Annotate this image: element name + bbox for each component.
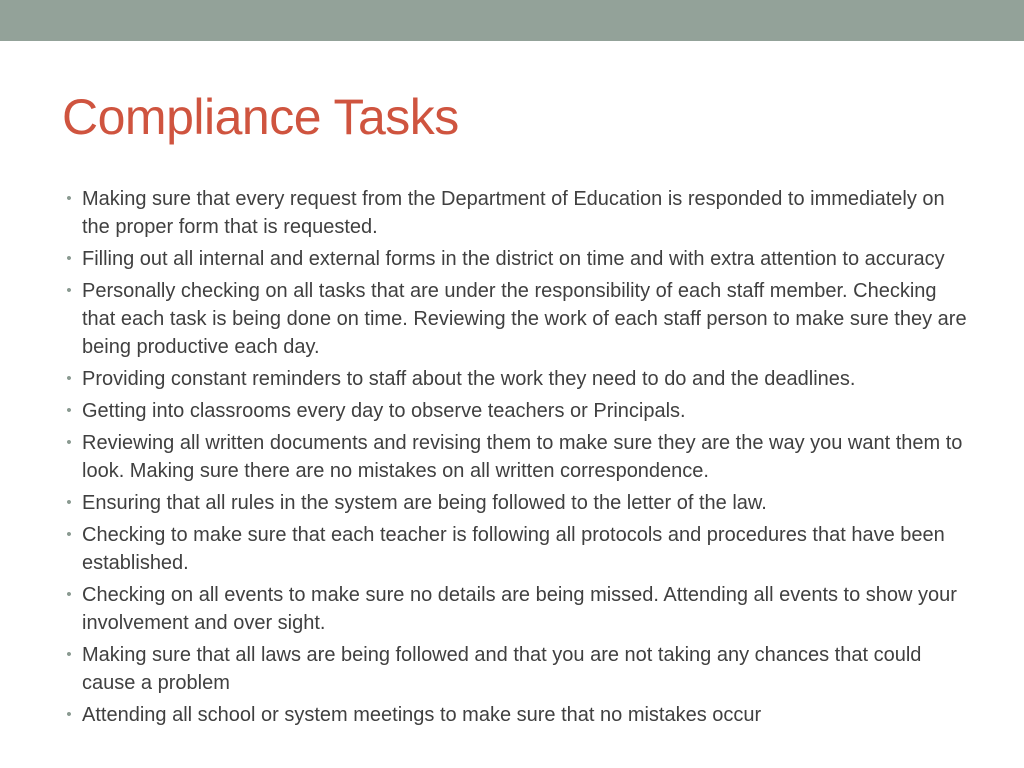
- slide-title: Compliance Tasks: [62, 89, 459, 145]
- bullet-icon: •: [66, 646, 72, 663]
- bullet-list: [62, 185, 967, 733]
- bullet-icon: •: [66, 190, 72, 207]
- bullet-text: Making sure that every request from the Department of Education is responded to immediately on the proper form that is requested.: [82, 188, 945, 238]
- bullet-item: [62, 521, 967, 577]
- bullet-item: [62, 641, 967, 697]
- bullet-text: Reviewing all written documents and revising them to make sure they are the way you want them to look. Making sure there are no mistakes on all written correspondence.: [82, 432, 963, 482]
- bullet-icon: •: [66, 402, 72, 419]
- bullet-item: [62, 397, 967, 425]
- bullet-text: Ensuring that all rules in the system are being followed to the letter of the law.: [82, 492, 767, 514]
- bullet-icon: •: [66, 706, 72, 723]
- bullet-icon: •: [66, 434, 72, 451]
- bullet-icon: •: [66, 282, 72, 299]
- bullet-icon: •: [66, 586, 72, 603]
- bullet-item: [62, 365, 967, 393]
- bullet-text: Getting into classrooms every day to observe teachers or Principals.: [82, 400, 686, 422]
- bullet-text: Checking on all events to make sure no details are being missed. Attending all events to show your involvement and over sight.: [82, 584, 957, 634]
- bullet-text: Making sure that all laws are being followed and that you are not taking any chances that could cause a problem: [82, 644, 922, 694]
- bullet-icon: •: [66, 494, 72, 511]
- bullet-text: Checking to make sure that each teacher is following all protocols and procedures that have been established.: [82, 524, 945, 574]
- bullet-icon: •: [66, 370, 72, 387]
- bullet-icon: •: [66, 526, 72, 543]
- bullet-item: [62, 489, 967, 517]
- top-accent-band: [0, 0, 1024, 41]
- bullet-item: [62, 245, 967, 273]
- bullet-text: Providing constant reminders to staff about the work they need to do and the deadlines.: [82, 368, 856, 390]
- bullet-text: Filling out all internal and external forms in the district on time and with extra attention to accuracy: [82, 248, 945, 270]
- bullet-text: Personally checking on all tasks that are under the responsibility of each staff member. Checking that each task is being done on time. Reviewing the work of each staff person to make sure they are being productive each day.: [82, 280, 967, 358]
- bullet-item: [62, 701, 967, 729]
- bullet-item: [62, 185, 967, 241]
- bullet-icon: •: [66, 250, 72, 267]
- bullet-item: [62, 277, 967, 361]
- bullet-text: Attending all school or system meetings to make sure that no mistakes occur: [82, 704, 762, 726]
- bullet-item: [62, 581, 967, 637]
- bullet-item: [62, 429, 967, 485]
